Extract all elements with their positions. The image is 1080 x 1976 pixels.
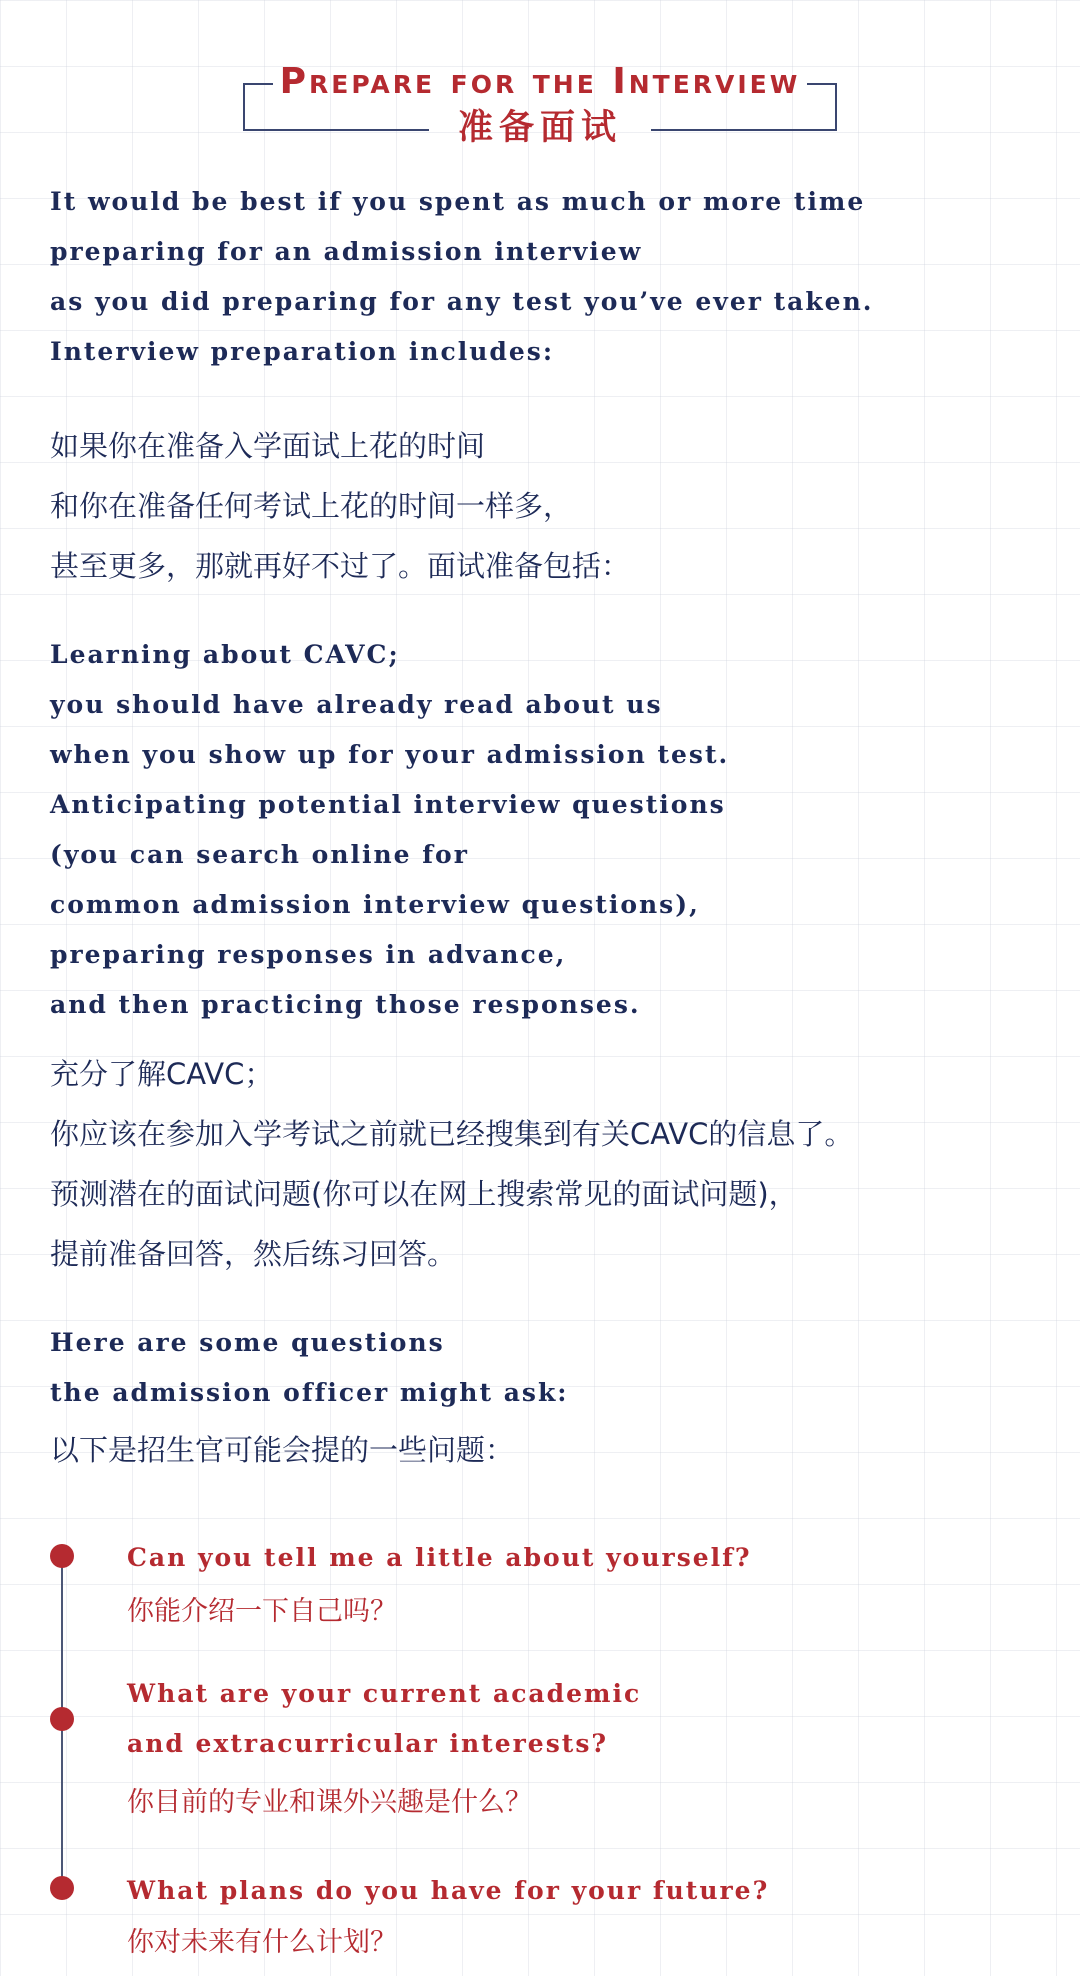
preparation-en-line: preparing responses in advance,: [50, 940, 567, 969]
questions-intro-en-line: Here are some questions: [50, 1328, 445, 1357]
header-title-en: Prepare for the Interview: [279, 61, 801, 102]
intro-en-line: as you did preparing for any test you’ve ever taken.: [50, 287, 874, 316]
question-3-en-line: What plans do you have for your future?: [127, 1876, 770, 1905]
intro-en-line: preparing for an admission interview: [50, 237, 643, 266]
question-2-bullet-icon: [50, 1707, 74, 1731]
section-header: [243, 61, 837, 148]
question-1-cn: 你能介绍一下自己吗？: [127, 1596, 397, 1627]
preparation-cn-line: 提前准备回答，然后练习回答。: [50, 1237, 457, 1271]
preparation-cn-paragraph: [50, 1044, 853, 1284]
intro-en-line: Interview preparation includes:: [50, 337, 555, 366]
intro-cn-line: 如果你在准备入学面试上花的时间: [50, 429, 486, 463]
question-2-en-line: What are your current academic: [127, 1679, 642, 1708]
question-2-en-line: and extracurricular interests?: [127, 1729, 609, 1758]
preparation-en-line: common admission interview questions),: [50, 890, 700, 919]
questions-intro-en-line: the admission officer might ask:: [50, 1378, 569, 1407]
preparation-en-line: and then practicing those responses.: [50, 990, 641, 1019]
intro-cn-paragraph: [50, 416, 630, 596]
question-1-en: [127, 1533, 752, 1583]
header-title-cn: 准备面试: [457, 108, 622, 148]
intro-cn-line: 甚至更多，那就再好不过了。面试准备包括：: [50, 549, 631, 583]
questions-intro-cn-line: 以下是招生官可能会提的一些问题：: [50, 1433, 515, 1467]
question-1-en-line: Can you tell me a little about yourself?: [127, 1543, 752, 1572]
preparation-cn-line: 你应该在参加入学考试之前就已经搜集到有关CAVC的信息了。: [50, 1117, 854, 1151]
intro-en-paragraph: [50, 177, 873, 377]
question-3-en: [127, 1866, 769, 1916]
question-1-bullet-icon: [50, 1544, 74, 1568]
questions-intro-cn: [50, 1420, 514, 1480]
preparation-en-paragraph: [50, 630, 729, 1030]
intro-cn-line: 和你在准备任何考试上花的时间一样多，: [50, 489, 573, 523]
question-2-cn: 你目前的专业和课外兴趣是什么？: [127, 1787, 532, 1818]
question-2-en: [127, 1669, 641, 1769]
preparation-en-line: Anticipating potential interview questions: [50, 790, 726, 819]
intro-en-line: It would be best if you spent as much or more time: [50, 187, 866, 216]
questions-intro-en: [50, 1318, 569, 1418]
preparation-cn-line: 预测潜在的面试问题(你可以在网上搜索常见的面试问题)，: [50, 1177, 798, 1211]
preparation-en-line: you should have already read about us: [50, 690, 663, 719]
preparation-en-line: Learning about CAVC;: [50, 640, 400, 669]
question-3-cn: 你对未来有什么计划？: [127, 1927, 397, 1958]
question-3-bullet-icon: [50, 1876, 74, 1900]
preparation-en-line: (you can search online for: [50, 840, 469, 869]
preparation-en-line: when you show up for your admission test.: [50, 740, 730, 769]
preparation-cn-line: 充分了解CAVC；: [50, 1057, 274, 1091]
